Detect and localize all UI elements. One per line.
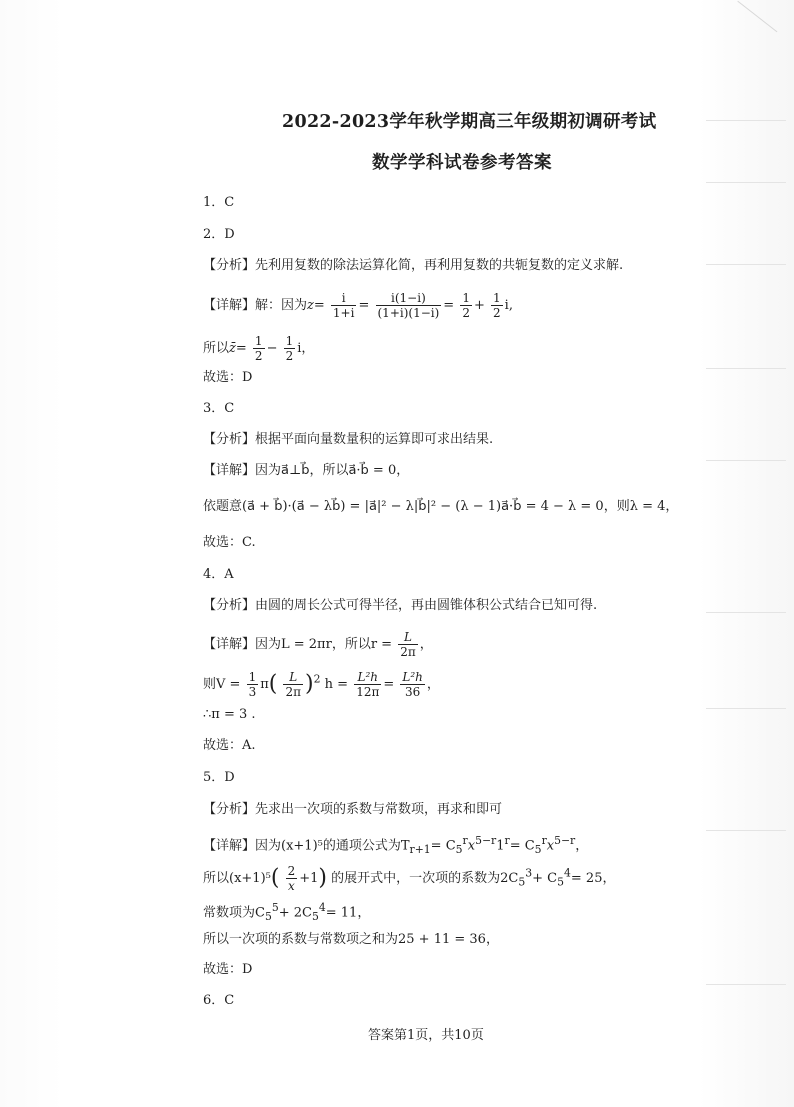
numerator: 1 <box>248 670 257 684</box>
q2-frac-5 <box>253 334 265 363</box>
q2-conjugate <box>203 334 314 363</box>
q2-frac-3 <box>460 291 472 320</box>
bleed-through-line <box>706 984 786 985</box>
numerator: L <box>283 670 303 685</box>
q5-line3-end: = 11， <box>325 905 371 921</box>
imag-unit: i， <box>297 341 315 356</box>
one-power: 1 <box>496 838 505 854</box>
q5-expansion <box>203 864 615 893</box>
denominator: (1+i)(1−i) <box>377 306 440 320</box>
left-paren: ( <box>270 865 280 891</box>
q2-frac-1 <box>331 291 357 320</box>
q4-frac-12pi <box>354 670 381 699</box>
exponent-2: 2 <box>313 672 321 686</box>
subscript: 5 <box>534 842 542 856</box>
superscript: 4 <box>564 866 571 880</box>
plus-one: +1 <box>299 871 319 886</box>
q2-detail <box>203 291 513 320</box>
q4-frac-L2pi <box>283 670 303 699</box>
bleed-through-line <box>706 182 786 183</box>
q2-frac-4 <box>491 291 503 320</box>
bleed-through-line <box>706 368 786 369</box>
exam-subtitle: 数学学科试卷参考答案 <box>372 153 552 173</box>
q3-choose: 故选：C. <box>203 535 256 550</box>
q2-choose: 故选：D <box>203 370 253 385</box>
q5-answer: 5．D <box>203 770 235 785</box>
eq-sign: = <box>358 298 370 313</box>
numerator: i(1−i) <box>376 291 442 306</box>
eq-sign: = <box>235 341 247 356</box>
q5-line2-mid: 的展开式中，一次项的系数为2C <box>331 871 519 886</box>
exam-title: 2022-2023学年秋学期高三年级期初调研考试 <box>282 112 657 132</box>
q6-answer: 6．C <box>203 993 235 1008</box>
numerator: 1 <box>493 291 501 305</box>
q5-choose: 故选：D <box>203 962 253 977</box>
q5-detail <box>203 833 588 858</box>
q4-detail <box>203 630 433 659</box>
superscript: 3 <box>525 866 533 880</box>
q5-detail-tail: = C <box>430 838 456 854</box>
bleed-through-line <box>706 830 786 831</box>
q5-analysis: 【分析】先求出一次项的系数与常数项，再求和即可 <box>203 802 503 817</box>
q2-frac-2 <box>376 291 442 320</box>
bleed-through-line <box>706 120 786 121</box>
subscript: 5 <box>264 909 272 923</box>
eq-sign: = <box>443 298 455 313</box>
q1-answer: 1．C <box>203 195 235 210</box>
denominator: 3 <box>248 685 257 699</box>
q5-line3: 常数项为C <box>203 905 265 921</box>
superscript: 5−r <box>475 834 497 847</box>
q5-detail-tail: = C <box>509 838 535 854</box>
denominator: 2 <box>285 349 294 363</box>
q5-detail-text: 【详解】因为(x+1)⁵的通项公式为T <box>203 838 410 854</box>
page-footer: 答案第1页，共10页 <box>368 1028 484 1043</box>
numerator: L²h <box>402 670 423 684</box>
denominator: 2 <box>493 306 501 320</box>
var-x: x <box>546 838 555 854</box>
superscript: r <box>462 834 468 847</box>
q2-frac-6 <box>284 334 296 363</box>
eq-sign: = <box>383 677 395 692</box>
denominator: x <box>288 879 295 893</box>
q4-frac-36 <box>400 670 425 699</box>
superscript: 5 <box>271 901 279 914</box>
superscript: r <box>541 834 547 847</box>
numerator: 1 <box>285 334 294 348</box>
subscript: 5 <box>518 875 526 889</box>
page-corner-fold <box>737 0 794 32</box>
plus-sign: + <box>473 298 485 313</box>
subscript: 5 <box>311 909 319 923</box>
right-paren: ) <box>318 865 327 891</box>
q3-computation: 依题意(a⃗ + b⃗)·(a⃗ − λb⃗) = |a⃗|² − λ|b⃗|² − (λ − 1)a⃗·b⃗ = 4 − λ = 0，则λ = 4， <box>203 499 679 514</box>
q5-sum: 所以一次项的系数与常数项之和为25 + 11 = 36， <box>203 932 499 947</box>
bleed-through-line <box>706 708 786 709</box>
denominator: 12π <box>356 685 380 699</box>
q4-choose: 故选：A. <box>203 738 256 753</box>
numerator: i <box>331 291 357 306</box>
q5-line2-end: + C <box>532 871 558 886</box>
q2-conj-prefix: 所以 <box>203 341 230 356</box>
q2-analysis: 【分析】先利用复数的除法运算化简，再利用复数的共轭复数的定义求解. <box>203 258 624 273</box>
q5-line2-prefix: 所以(x+1)⁵ <box>203 871 271 886</box>
q4-answer: 4．A <box>203 567 234 582</box>
eq-sign: = <box>313 298 325 313</box>
q2-z: z <box>307 298 314 313</box>
bleed-through-line <box>706 264 786 265</box>
comma: ， <box>419 637 433 652</box>
denominator: 2π <box>400 645 416 659</box>
q4-hence: ∴π = 3 . <box>203 707 256 722</box>
q4-detail-prefix: 【详解】因为L = 2πr，所以r = <box>203 637 393 652</box>
superscript: 4 <box>318 901 326 914</box>
q4-frac-third <box>247 670 259 699</box>
right-paren: ) <box>305 671 314 697</box>
subscript: 5 <box>557 875 565 889</box>
bleed-through-line <box>706 612 786 613</box>
numerator: 2 <box>287 864 296 878</box>
comma: ， <box>426 677 440 692</box>
q3-answer: 3．C <box>203 401 235 416</box>
numerator: 1 <box>462 291 470 305</box>
q3-analysis: 【分析】根据平面向量数量积的运算即可求出结果. <box>203 432 494 447</box>
q2-detail-prefix: 【详解】解：因为 <box>203 298 308 313</box>
q4-analysis: 【分析】由圆的周长公式可得半径，再由圆锥体积公式结合已知可得. <box>203 598 598 613</box>
plus-2C: + 2C <box>278 905 312 921</box>
bleed-through-line <box>706 460 786 461</box>
q4-h-part: h = <box>324 677 349 692</box>
left-paren: ( <box>268 671 278 697</box>
q5-line2-eq: = 25， <box>570 871 616 886</box>
numerator: 1 <box>254 334 263 348</box>
q5-frac-2x <box>286 864 298 893</box>
subscript: 5 <box>455 842 463 856</box>
pi-symbol: π <box>260 677 269 692</box>
q4-frac-r <box>398 630 418 659</box>
q5-constant <box>203 900 370 925</box>
q4-volume <box>203 670 440 699</box>
q2-answer: 2．D <box>203 227 235 242</box>
subscript: r+1 <box>409 842 431 856</box>
q4-v-prefix: 则V = <box>203 677 241 692</box>
q3-detail: 【详解】因为a⃗⊥b⃗，所以a⃗·b⃗ = 0， <box>203 463 410 478</box>
denominator: 2 <box>462 306 470 320</box>
minus-sign: − <box>266 341 278 356</box>
superscript: 5−r <box>554 834 576 847</box>
denominator: 36 <box>405 685 421 699</box>
denominator: 2 <box>254 349 263 363</box>
var-x: x <box>467 838 476 854</box>
numerator: L²h <box>354 670 381 685</box>
q2-zbar: z̄ <box>229 341 236 356</box>
superscript: r <box>504 834 510 847</box>
imag-unit: i, <box>504 298 513 313</box>
comma: ， <box>575 838 589 854</box>
denominator: 2π <box>285 685 302 699</box>
numerator: L <box>398 630 418 645</box>
denominator: 1+i <box>332 306 355 320</box>
